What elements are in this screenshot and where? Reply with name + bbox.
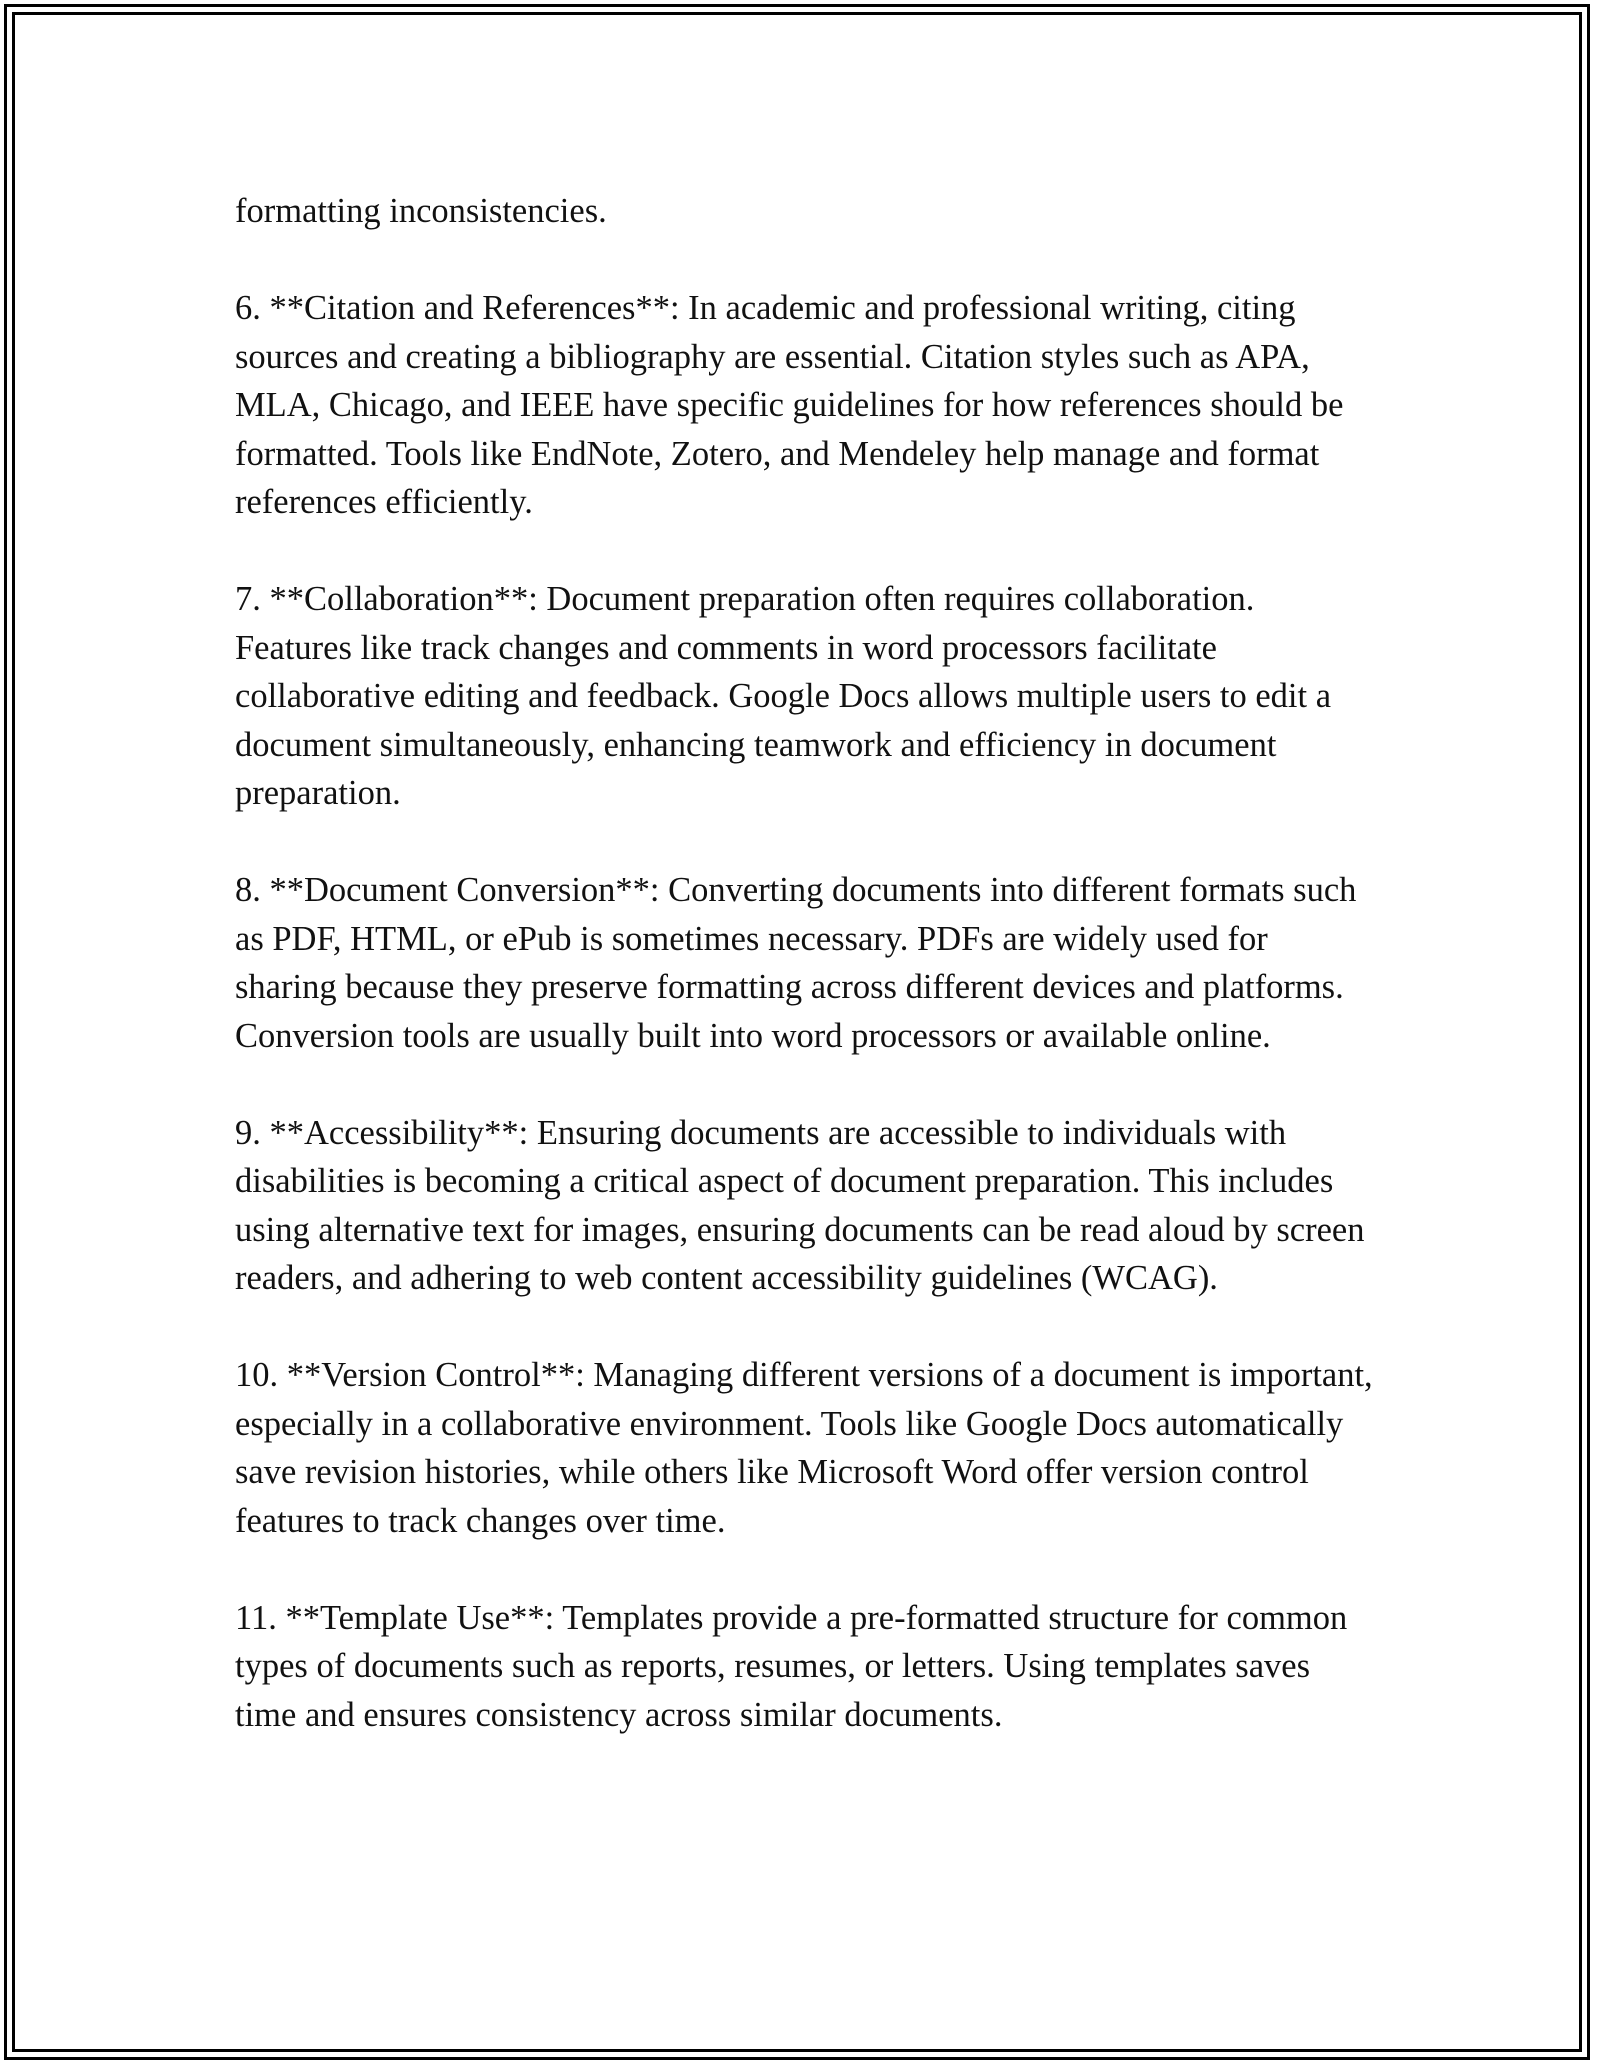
paragraph-version-control: 10. **Version Control**: Managing different versions of a document is important, especially in a collaborative environment. Tools like Google Docs automatically save revision histories, while others like Microsoft Word offer version control features to track changes over time. [235,1356,1373,1540]
paragraph-continuation: formatting inconsistencies. [235,192,607,230]
paragraph-citation-and-references: 6. **Citation and References**: In academic and professional writing, citing sources and creating a bibliography are essential. Citation styles such as APA, MLA, Chicago, and IEEE have specific guidelines for how references should be formatted. Tools like EndNote, Zotero, and Mendeley help manage and format references efficiently. [235,289,1344,521]
document-body [235,187,1375,1739]
paragraph-template-use: 11. **Template Use**: Templates provide a pre-formatted structure for common types of documents such as reports, resumes, or letters. Using templates saves time and ensures consistency across similar documents. [235,1598,1348,1734]
paragraph-accessibility: 9. **Accessibility**: Ensuring documents are accessible to individuals with disabilities is becoming a critical aspect of document preparation. This includes using alternative text for images, ensuring documents can be read aloud by screen readers, and adhering to web content accessibility guidelines (WCAG). [235,1113,1365,1297]
paragraph-document-conversion: 8. **Document Conversion**: Converting documents into different formats such as PDF, HTML, or ePub is sometimes necessary. PDFs are widely used for sharing because they preserve formatting across different devices and platforms. Conversion tools are usually built into word processors or available online. [235,871,1357,1055]
paragraph-collaboration: 7. **Collaboration**: Document preparation often requires collaboration. Features like track changes and comments in word processors facilitate collaborative editing and feedback. Google Docs allows multiple users to edit a document simultaneously, enhancing teamwork and efficiency in document preparation. [235,580,1332,812]
